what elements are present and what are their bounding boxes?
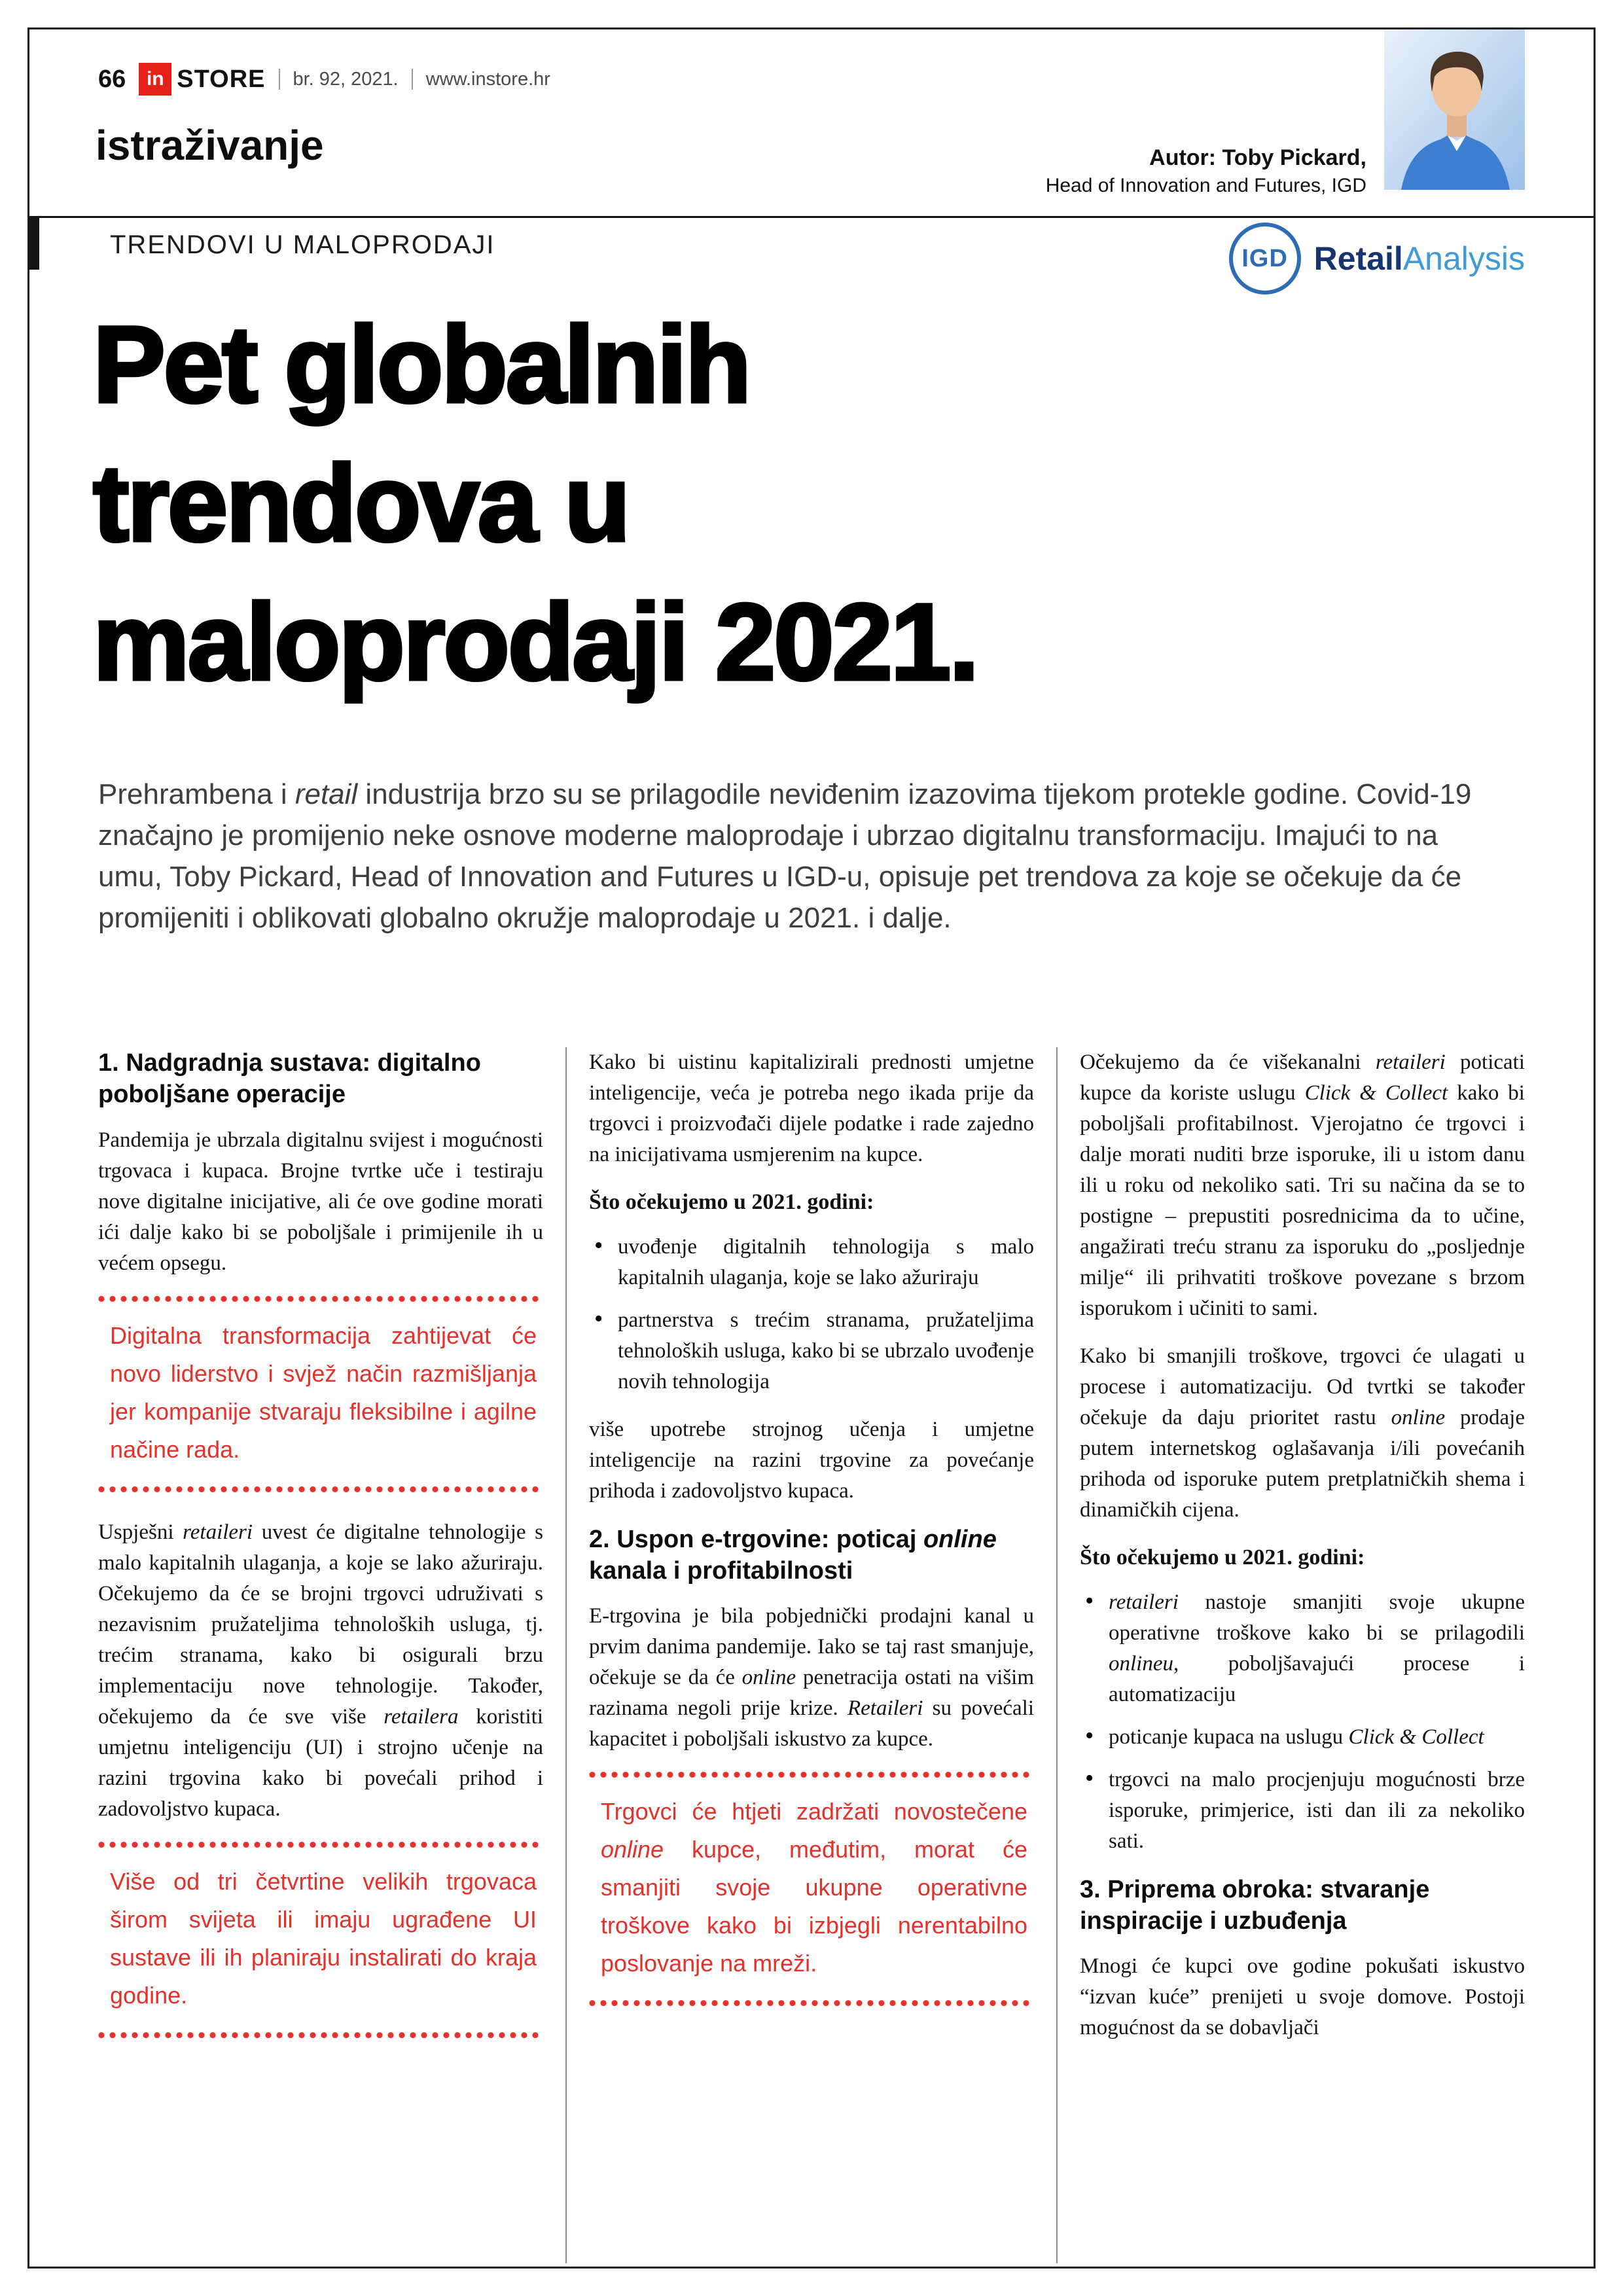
bullet-list [1080,1587,1525,1857]
column-divider [1056,1047,1058,2263]
expectations-subhead: Što očekujemo u 2021. godini: [589,1190,874,1214]
pull-quote: Trgovci će htjeti zadržati novostečene online kupce, međutim, morat će smanjiti svoje ukupne operativne troškove kako bi izbjegli nerentabilno poslovanje na mreži. [589,1772,1034,2006]
article-columns [98,1047,1525,2263]
paragraph: Mnogi će kupci ove godine pokušati iskustvo “izvan kuće” prenijeti u svoje domove. Postoji mogućnost da se dobavljači [1080,1954,1525,2040]
author-credit [1046,145,1366,197]
bullet-list [589,1232,1034,1397]
igd-logo-text [1314,242,1525,275]
paragraph: Uspješni retaileri uvest će digitalne tehnologije s malo kapitalnih ulaganja, a koje se lako ažuriraju. Očekujemo da će se brojni trgovci udruživati s nezavisnim pružateljima tehnoloških usluga, tj. trećim stranama, kako bi osigurali brzu implementaciju nove tehnologije. Također, očekujemo da će sve više retailera koristiti umjetnu inteligenciju (UI) i strojno učenje na razini trgovina kako bi povećali prihod i zadovoljstvo kupaca. [98,1520,543,1821]
paragraph: Kako bi uistinu kapitalizirali prednosti umjetne inteligencije, veća je potreba nego ikada prije da trgovci i proizvođači dijele podatke i rade zajedno na inicijativama usmjerenim na kupce. [589,1050,1034,1166]
column-1 [98,1047,543,2263]
igd-analysis-label: Analysis [1402,240,1525,277]
kicker-bar [29,216,39,270]
bullet-item: • poticanje kupaca na uslugu Click & Collect [1080,1722,1525,1753]
title-line-3: maloprodaji 2021. [93,582,978,703]
instore-logo [139,63,265,96]
trend-2-heading: 2. Uspon e-trgovine: poticaj online kanala i profitabilnosti [589,1525,997,1585]
igd-logo-icon: IGD [1229,223,1301,295]
header-divider [29,216,1594,218]
title-line-1: Pet globalnih [93,304,750,425]
paragraph: Pandemija je ubrzala digitalnu svijest i mogućnosti trgovaca i kupaca. Brojne tvrtke uče i testiraju nove digitalne inicijative, ali će ove godine morati ići dalje kako bi se poboljšale i primijenile ih u većem opsegu. [98,1128,543,1275]
paragraph: više upotrebe strojnog učenja i umjetne inteligencije na razini trgovine za povećanje prihoda i zadovoljstvo kupaca. [589,1417,1034,1503]
bullet-item: • uvođenje digitalnih tehnologija s malo kapitalnih ulaganja, koje se lako ažuriraju [589,1232,1034,1293]
column-2 [589,1047,1034,2263]
column-3 [1080,1047,1525,2263]
website-url: www.instore.hr [425,68,550,90]
issue-number: br. 92, 2021. [293,68,399,90]
instore-logo-text: STORE [177,65,266,93]
header [98,63,550,96]
trend-1-heading: 1. Nadgradnja sustava: digitalno poboljšane operacije [98,1049,481,1109]
bullet-item: • trgovci na malo procjenjuju mogućnosti brze isporuke, primjerice, isti dan ili za nekoliko sati. [1080,1765,1525,1857]
page-number: 66 [98,65,126,93]
pull-quote: Digitalna transformacija zahtijevat će novo liderstvo i svjež način razmišljanja jer kompanije stvaraju fleksibilne i agilne načine rada. [98,1296,543,1492]
igd-retail-label: Retail [1313,240,1403,277]
author-role: Head of Innovation and Futures, IGD [1045,175,1366,196]
article-title [93,296,977,712]
paragraph: Kako bi smanjili troškove, trgovci će ulagati u procese i automatizaciju. Od tvrtki se također očekuje da daju prioritet rastu online prodaje putem internetskog oglašavanja i/ili povećanih prihoda od isporuke putem pretplatničkih shema i dinamičkih cijena. [1080,1344,1525,1522]
bullet-item: • partnerstva s trećim stranama, pružateljima tehnoloških usluga, kako bi se ubrzalo uvođenje novih tehnologija [589,1305,1034,1397]
paragraph: Očekujemo da će višekanalni retaileri poticati kupce da koriste uslugu Click & Collect kako bi poboljšali profitabilnost. Vjerojatno će trgovci i dalje morati nuditi brze isporuke, ili u istom danu ili u roku od nekoliko sati. Tri su načina da se to postigne – prepustiti posrednicima da to učine, angažirati treću stranu za isporuku do „posljednje milje“ ili prihvatiti troškove povezane s brzom isporukom i učiniti to sami. [1080,1050,1525,1320]
divider [279,69,280,90]
article-lead: Prehrambena i retail industrija brzo su se prilagodile neviđenim izazovima tijekom protekle godine. Covid-19 značajno je promijenio neke osnove moderne maloprodaje i ubrzao digitalnu transformaciju. Imajući to na umu, Toby Pickard, Head of Innovation and Futures u IGD-u, opisuje pet trendova za koje se očekuje da će promijeniti i oblikovati globalno okružje maloprodaje u 2021. i dalje. [98,778,1472,934]
instore-logo-mark: in [139,63,171,96]
author-photo-illustration [1384,29,1525,190]
igd-retail-analysis-logo [1229,223,1525,295]
column-divider [565,1047,567,2263]
expectations-subhead: Što očekujemo u 2021. godini: [1080,1545,1365,1570]
paragraph: E-trgovina je bila pobjednički prodajni kanal u prvim danima pandemije. Iako se taj rast smanjuje, očekuje se da će online penetracija ostati na višim razinama negoli prije krize. Retaileri su povećali kapacitet i poboljšali iskustvo za kupce. [589,1604,1035,1751]
title-line-2: trendova u [93,443,629,564]
section-title: istraživanje [96,122,324,169]
author-photo [1384,29,1525,190]
author-name: Autor: Toby Pickard, [1149,145,1366,170]
kicker: TRENDOVI U MALOPRODAJI [110,230,495,259]
bullet-item: • retaileri nastoje smanjiti svoje ukupne operativne troškove kako bi se prilagodili onlineu, poboljšavajući procese i automatizaciju [1080,1587,1525,1710]
pull-quote: Više od tri četvrtine velikih trgovaca širom svijeta ili imaju ugrađene UI sustave ili ih planiraju instalirati do kraja godine. [98,1842,543,2038]
trend-3-heading: 3. Priprema obroka: stvaranje inspiracije i uzbuđenja [1080,1875,1430,1935]
divider [412,69,413,90]
